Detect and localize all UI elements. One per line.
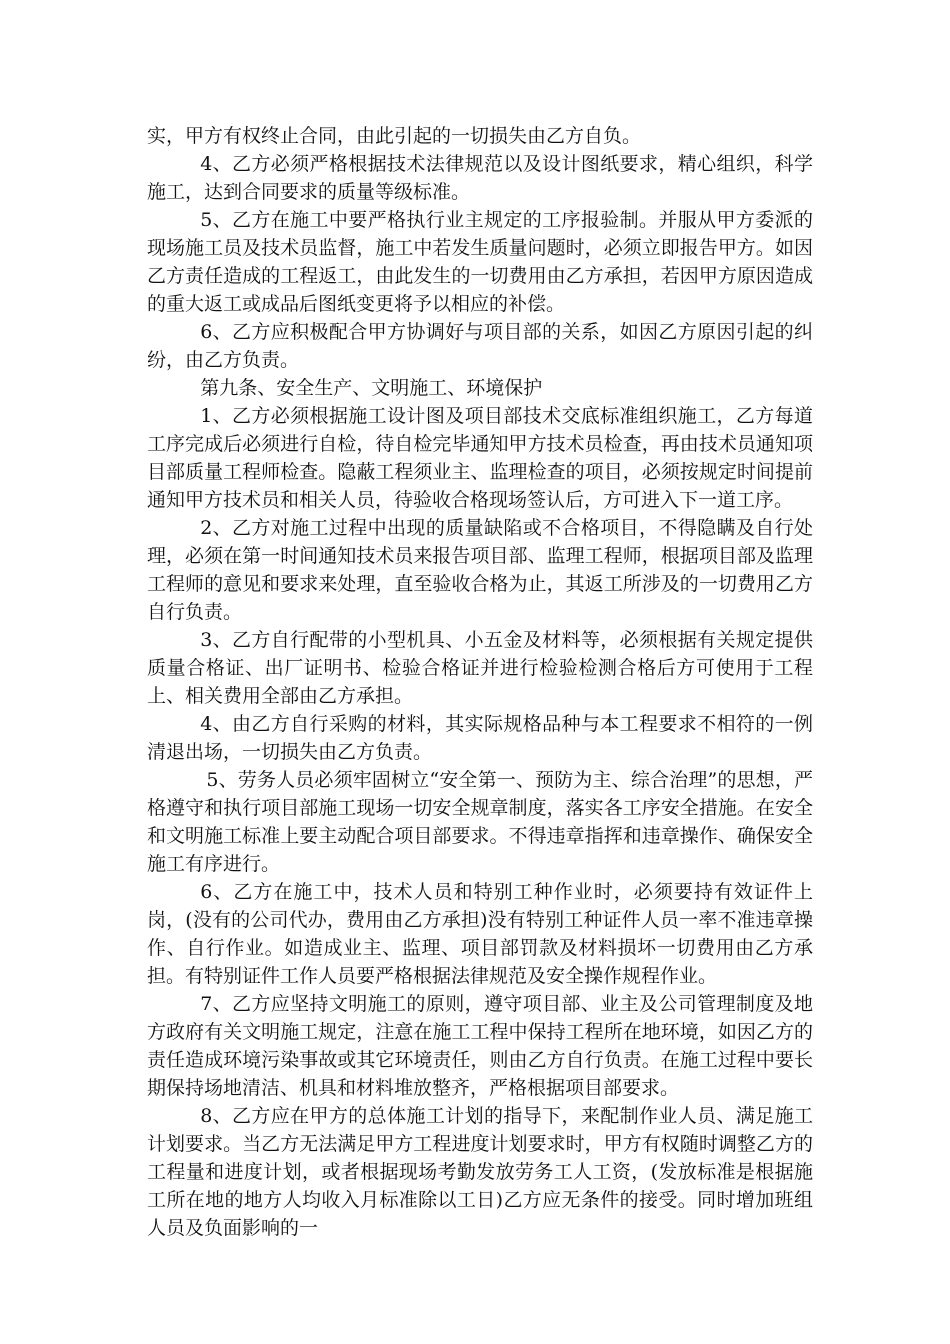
section-heading-article-9: 第九条、安全生产、文明施工、环境保护 (200, 377, 543, 399)
paragraph-safety-3: 3、乙方自行配带的小型机具、小五金及材料等，必须根据有关规定提供质量合格证、出厂证明书、检验合格证并进行检验检测合格后方可使用于工程上、相关费用全部由乙方承担。 (147, 629, 813, 707)
paragraph-safety-6: 6、乙方在施工中，技术人员和特别工种作业时，必须要持有效证件上岗，(没有的公司代办，费用由乙方承担)没有特别工种证件人员一率不准违章操作、自行作业。如造成业主、监理、项目部罚款及材料损坏一切费用由乙方承担。有特别证件工作人员要严格根据法律规范及安全操作规程作业。 (147, 881, 813, 987)
paragraph-clause-6: 6、乙方应积极配合甲方协调好与项目部的关系，如因乙方原因引起的纠纷，由乙方负责。 (147, 321, 813, 371)
paragraph-clause-4: 4、乙方必须严格根据技术法律规范以及设计图纸要求，精心组织，科学施工，达到合同要求的质量等级标准。 (147, 153, 813, 203)
paragraph-safety-8: 8、乙方应在甲方的总体施工计划的指导下，来配制作业人员、满足施工计划要求。当乙方无法满足甲方工程进度计划要求时，甲方有权随时调整乙方的工程量和进度计划，或者根据现场考勤发放劳务工人工资，(发放标准是根据施工所在地的地方人均收入月标准除以工日)乙方应无条件的接受。同时增加班组人员及负面影响的一 (147, 1105, 813, 1239)
paragraph-continuation: 实，甲方有权终止合同，由此引起的一切损失由乙方自负。 (147, 125, 642, 147)
document-body (147, 122, 813, 1242)
paragraph-clause-5: 5、乙方在施工中要严格执行业主规定的工序报验制。并服从甲方委派的现场施工员及技术员监督，施工中若发生质量问题时，必须立即报告甲方。如因乙方责任造成的工程返工，由此发生的一切费用由乙方承担，若因甲方原因造成的重大返工或成品后图纸变更将予以相应的补偿。 (147, 209, 813, 315)
paragraph-safety-4: 4、由乙方自行采购的材料，其实际规格品种与本工程要求不相符的一例清退出场，一切损失由乙方负责。 (147, 713, 813, 763)
paragraph-safety-2: 2、乙方对施工过程中出现的质量缺陷或不合格项目，不得隐瞒及自行处理，必须在第一时间通知技术员来报告项目部、监理工程师，根据项目部及监理工程师的意见和要求来处理，直至验收合格为止，其返工所涉及的一切费用乙方自行负责。 (147, 517, 813, 623)
paragraph-safety-5: 5、劳务人员必须牢固树立“安全第一、预防为主、综合治理”的思想，严格遵守和执行项目部施工现场一切安全规章制度，落实各工序安全措施。在安全和文明施工标准上要主动配合项目部要求。不得违章指挥和违章操作、确保安全施工有序进行。 (147, 769, 813, 875)
paragraph-safety-1: 1、乙方必须根据施工设计图及项目部技术交底标准组织施工，乙方每道工序完成后必须进行自检，待自检完毕通知甲方技术员检查，再由技术员通知项目部质量工程师检查。隐蔽工程须业主、监理检查的项目，必须按规定时间提前通知甲方技术员和相关人员，待验收合格现场签认后，方可进入下一道工序。 (147, 405, 813, 511)
paragraph-safety-7: 7、乙方应坚持文明施工的原则，遵守项目部、业主及公司管理制度及地方政府有关文明施工规定，注意在施工工程中保持工程所在地环境，如因乙方的责任造成环境污染事故或其它环境责任，则由乙方自行负责。在施工过程中要长期保持场地清洁、机具和材料堆放整齐，严格根据项目部要求。 (147, 993, 813, 1099)
